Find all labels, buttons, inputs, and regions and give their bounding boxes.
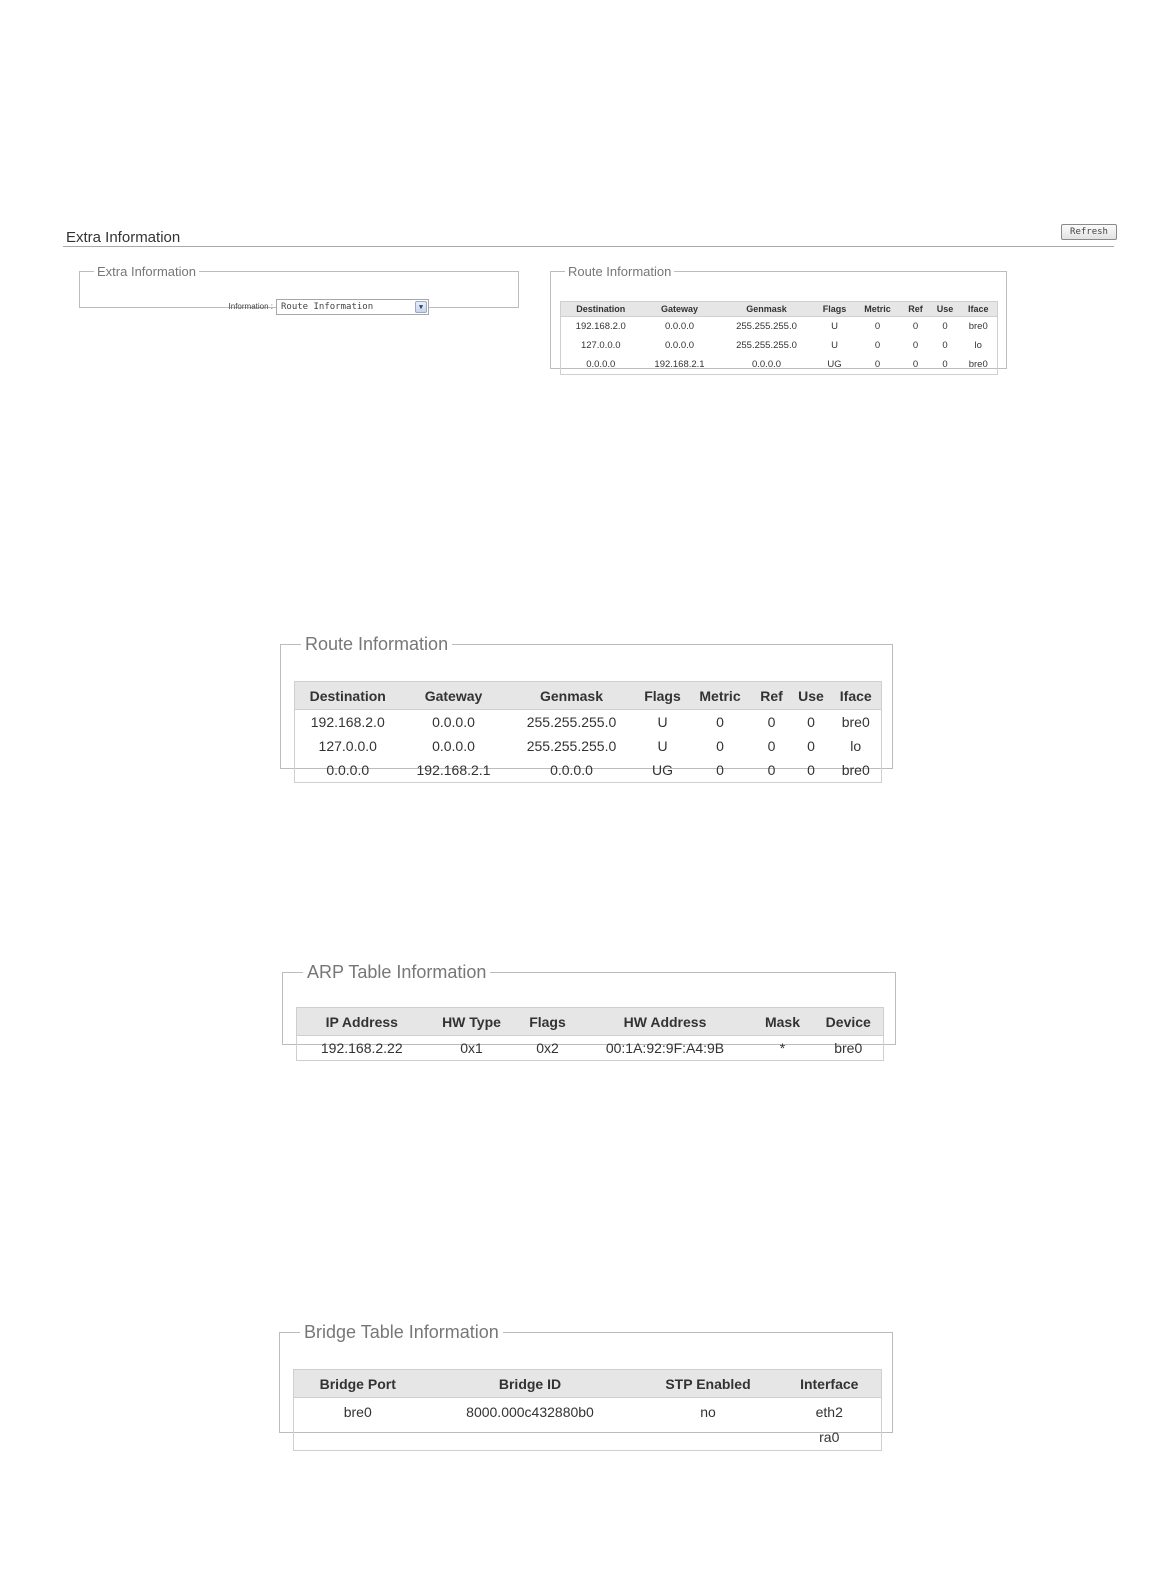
table-cell: 0 — [716, 762, 724, 778]
table-cell: no — [700, 1404, 716, 1420]
table-cell: U — [831, 321, 838, 332]
column-header: Ref — [752, 682, 792, 710]
table-cell: 0 — [767, 738, 776, 754]
table-row — [294, 1398, 882, 1451]
table-cell: 0 — [942, 321, 948, 332]
column-header: Flags — [815, 302, 855, 317]
bridge-table-box — [279, 1322, 893, 1445]
bridge-header-row — [294, 1370, 882, 1398]
column-header: Bridge Port — [294, 1370, 422, 1398]
table-cell: 0 — [912, 359, 919, 370]
table-cell: 255.255.255.0 — [736, 340, 797, 351]
bridge-table — [293, 1369, 882, 1451]
column-header: Iface — [960, 302, 998, 317]
table-cell: 0 — [716, 714, 724, 730]
table-cell: 0 — [807, 762, 815, 778]
information-label: Information : — [228, 302, 273, 311]
table-cell: 0.0.0.0 — [326, 762, 370, 778]
table-row — [561, 355, 998, 375]
extra-information-legend: Extra Information — [97, 264, 196, 279]
table-cell: 192.168.2.22 — [320, 1040, 403, 1056]
table-row — [295, 758, 882, 783]
table-cell: 0.0.0.0 — [751, 359, 782, 370]
table-cell: 0 — [942, 359, 948, 370]
route-preview-header-row — [561, 302, 998, 317]
table-row — [561, 317, 998, 337]
table-cell: 00:1A:92:9F:A4:9B — [605, 1040, 725, 1056]
table-row — [295, 734, 882, 758]
column-header: Genmask — [719, 302, 815, 317]
column-header: Genmask — [507, 682, 637, 710]
table-cell: 0 — [874, 321, 881, 332]
table-cell: UG — [652, 762, 673, 778]
table-cell: 192.168.2.1 — [654, 359, 705, 370]
table-cell: bre0 — [841, 714, 870, 730]
column-header: Metric — [689, 682, 752, 710]
table-cell: 0.0.0.0 — [586, 359, 616, 370]
column-header: Flags — [517, 1008, 579, 1036]
column-header: Destination — [295, 682, 401, 710]
arp-table-legend: ARP Table Information — [307, 962, 487, 982]
route-header-row — [295, 682, 882, 710]
information-select-value: Route Information — [281, 302, 374, 312]
interface-cell — [778, 1398, 882, 1451]
table-cell: 0 — [874, 340, 881, 351]
table-cell: 0x2 — [536, 1040, 559, 1056]
table-cell: 0 — [807, 714, 815, 730]
arp-table-box — [282, 962, 896, 1056]
table-cell: U — [657, 714, 668, 730]
table-cell: * — [779, 1040, 786, 1056]
column-header: Flags — [637, 682, 689, 710]
table-cell: 192.168.2.0 — [575, 321, 626, 332]
column-header: STP Enabled — [639, 1370, 778, 1398]
table-cell: 0 — [942, 340, 948, 351]
route-preview-table — [560, 301, 998, 375]
column-header: HW Type — [427, 1008, 517, 1036]
table-cell: 0 — [716, 738, 724, 754]
table-cell: 0.0.0.0 — [432, 738, 475, 754]
route-table — [294, 681, 882, 783]
route-information-legend: Route Information — [305, 634, 449, 654]
table-cell: bre0 — [968, 359, 988, 370]
column-header: Use — [792, 682, 831, 710]
table-cell: 0 — [767, 714, 776, 730]
table-cell: 0 — [807, 738, 815, 754]
table-cell: 0 — [767, 762, 776, 778]
refresh-button[interactable]: Refresh — [1061, 224, 1117, 240]
column-header: Gateway — [641, 302, 719, 317]
table-cell: bre0 — [343, 1404, 372, 1420]
column-header: Gateway — [401, 682, 507, 710]
column-header: Mask — [752, 1008, 814, 1036]
column-header: Device — [814, 1008, 884, 1036]
table-cell: 255.255.255.0 — [736, 321, 797, 332]
column-header: Metric — [855, 302, 901, 317]
table-cell: 0.0.0.0 — [432, 714, 475, 730]
arp-header-row — [297, 1008, 884, 1036]
table-cell: 0.0.0.0 — [550, 762, 593, 778]
interface-item: eth2 — [815, 1404, 843, 1420]
table-cell: lo — [974, 340, 982, 351]
arp-table — [296, 1007, 884, 1061]
table-row — [295, 710, 882, 735]
column-header: IP Address — [297, 1008, 427, 1036]
table-cell: 8000.000c432880b0 — [466, 1404, 594, 1420]
column-header: Interface — [778, 1370, 882, 1398]
column-header: Iface — [831, 682, 882, 710]
table-cell: 255.255.255.0 — [526, 738, 617, 754]
table-cell: 255.255.255.0 — [526, 714, 617, 730]
table-cell: 192.168.2.0 — [310, 714, 385, 730]
table-cell: 0 — [912, 321, 919, 332]
table-cell: UG — [827, 359, 842, 370]
table-cell: 0.0.0.0 — [664, 340, 695, 351]
table-cell: 127.0.0.0 — [580, 340, 621, 351]
column-header: HW Address — [579, 1008, 752, 1036]
title-divider — [63, 246, 1114, 247]
table-cell: 127.0.0.0 — [318, 738, 377, 754]
bridge-table-legend: Bridge Table Information — [304, 1322, 499, 1342]
table-cell: U — [657, 738, 668, 754]
table-cell: 192.168.2.1 — [416, 762, 491, 778]
table-cell: bre0 — [834, 1040, 863, 1056]
route-information-preview-legend: Route Information — [568, 264, 672, 279]
table-cell: lo — [850, 738, 862, 754]
table-cell: 0 — [912, 340, 919, 351]
chevron-down-icon[interactable]: ▼ — [415, 301, 427, 313]
table-row — [297, 1036, 884, 1061]
interface-item: ra0 — [819, 1429, 840, 1445]
extra-information-box — [79, 264, 519, 312]
table-cell: 0 — [874, 359, 881, 370]
table-cell: 0x1 — [460, 1040, 483, 1056]
table-cell: bre0 — [968, 321, 988, 332]
column-header: Destination — [561, 302, 641, 317]
table-cell: 0.0.0.0 — [664, 321, 695, 332]
page-title: Extra Information — [66, 229, 181, 246]
column-header: Use — [931, 302, 960, 317]
column-header: Ref — [901, 302, 931, 317]
table-row — [561, 336, 998, 355]
column-header: Bridge ID — [422, 1370, 639, 1398]
route-information-preview-box — [550, 264, 1007, 369]
route-information-box — [280, 634, 893, 778]
information-select[interactable] — [276, 299, 429, 315]
table-cell: bre0 — [841, 762, 870, 778]
table-cell: U — [831, 340, 838, 351]
